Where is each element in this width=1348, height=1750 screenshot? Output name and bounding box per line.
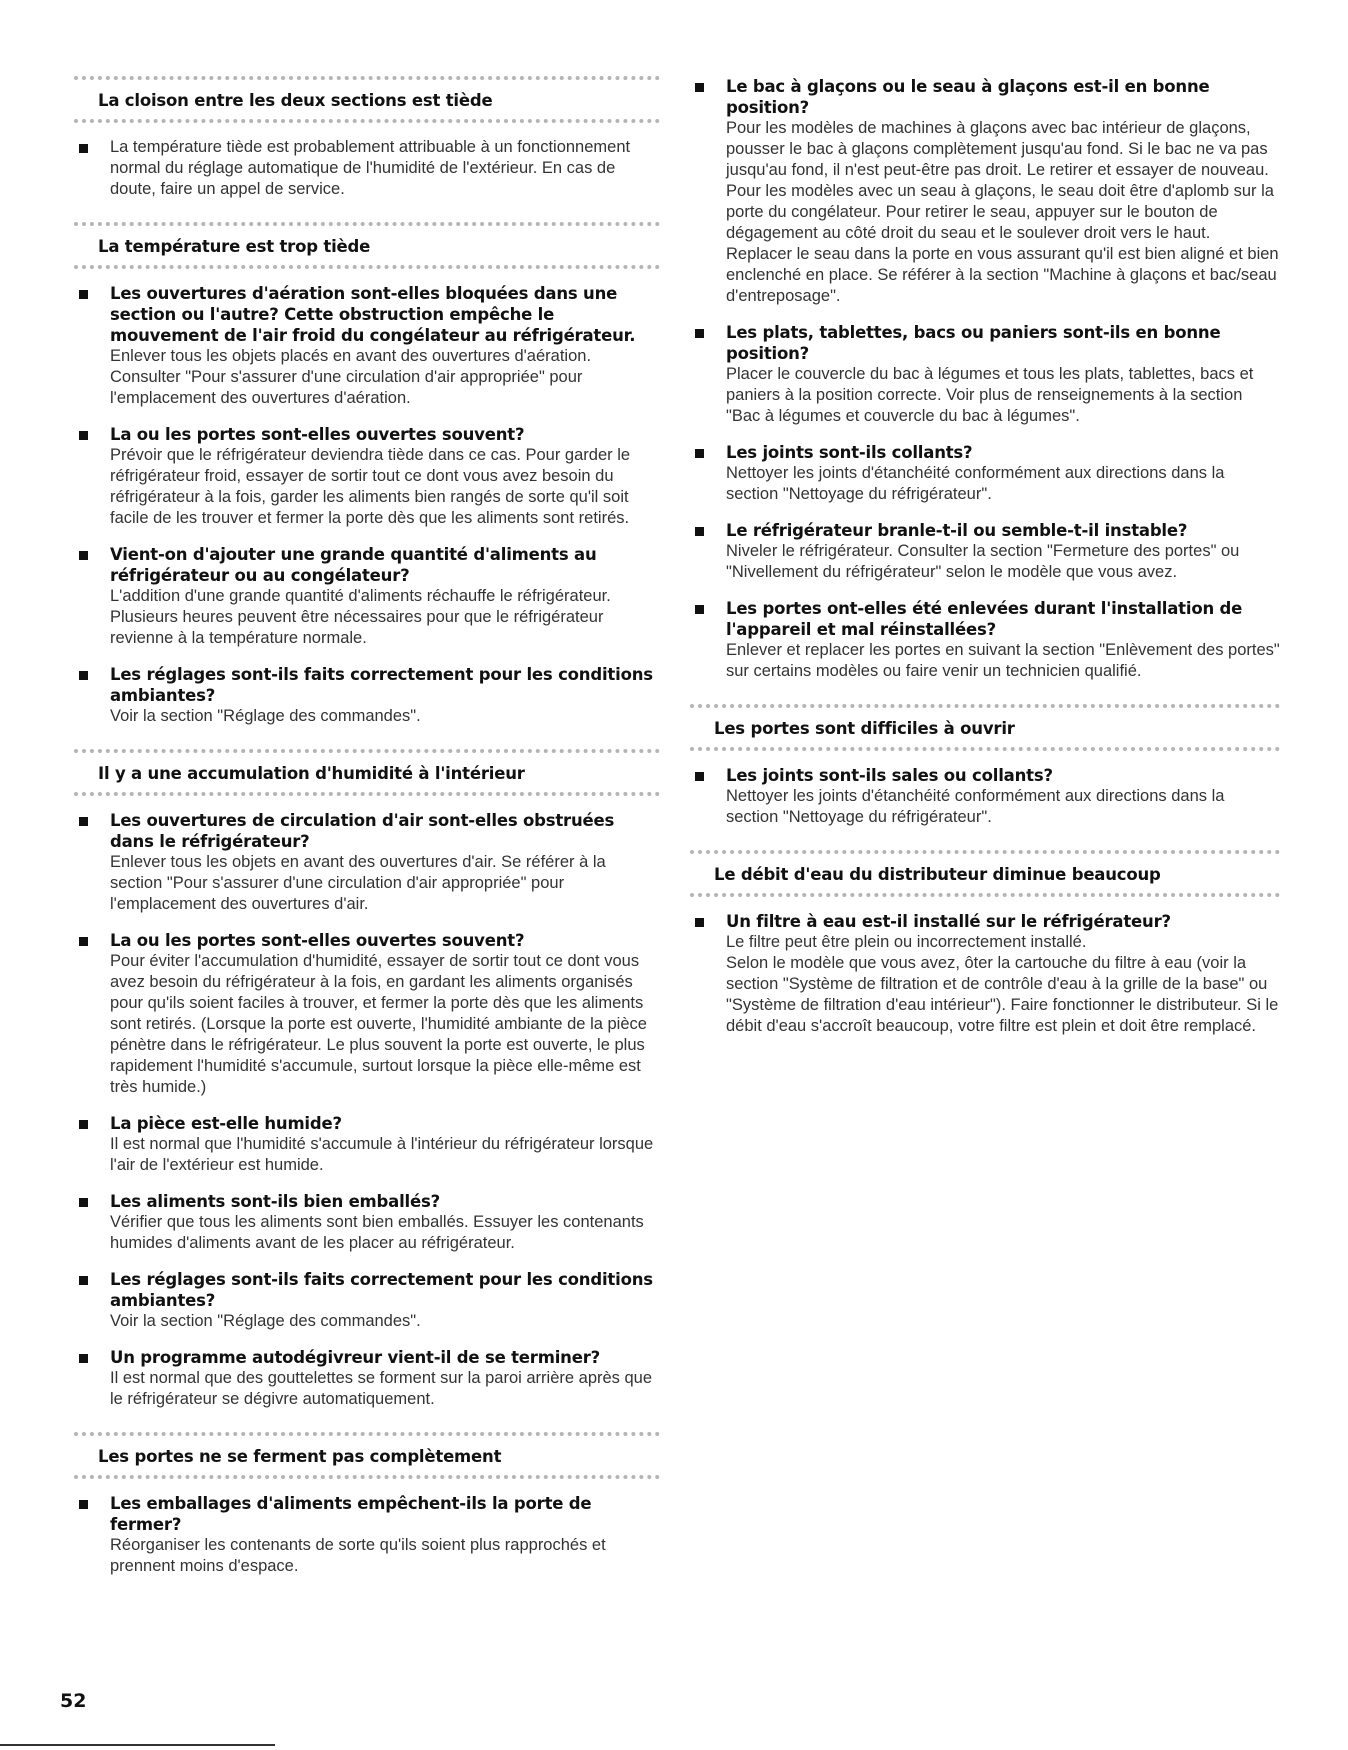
left-column: [74, 76, 660, 1599]
section-debit-eau: [690, 850, 1280, 1037]
list-item: [74, 137, 660, 200]
list-item: [690, 76, 1280, 307]
list-item: [690, 520, 1280, 583]
square-bullet-icon: [695, 449, 704, 458]
answer-text: Niveler le réfrigérateur. Consulter la section "Fermeture des portes" ou "Nivellement du réfrigérateur" selon le modèle que vous avez.: [726, 542, 1240, 581]
question-text: La ou les portes sont-elles ouvertes souvent?: [110, 931, 525, 950]
square-bullet-icon: [695, 527, 704, 536]
section-heading: La cloison entre les deux sections est tiède: [74, 76, 660, 123]
square-bullet-icon: [79, 144, 88, 153]
question-text: Le réfrigérateur branle-t-il ou semble-t-il instable?: [726, 521, 1188, 540]
question-text: Vient-on d'ajouter une grande quantité d'aliments au réfrigérateur ou au congélateur?: [110, 545, 597, 585]
answer-text: Il est normal que l'humidité s'accumule à l'intérieur du réfrigérateur lorsque l'air de l'extérieur est humide.: [110, 1135, 654, 1174]
answer-text: Pour les modèles de machines à glaçons avec bac intérieur de glaçons, pousser le bac à glaçons complètement jusqu'au fond. Si le bac ne va pas jusqu'au fond, il n'est peut-être pas droit. Le retirer et essayer de nouveau. Pour les modèles avec un seau à glaçons, le seau doit être d'aplomb sur la porte du congélateur. Pour retirer le seau, appuyer sur le bouton de dégagement au côté droit du seau et le soulever droit vers le haut. Replacer le seau dans la porte en vous assurant qu'il est bien aligné et bien enclenché en place. Se référer à la section "Machine à glaçons et bac/seau d'entreposage".: [726, 119, 1279, 305]
square-bullet-icon: [79, 1500, 88, 1509]
square-bullet-icon: [79, 431, 88, 440]
answer-text: Nettoyer les joints d'étanchéité conformément aux directions dans la section "Nettoyage du réfrigérateur".: [726, 464, 1225, 503]
section-heading: Les portes sont difficiles à ouvrir: [690, 704, 1280, 751]
section-humidite: [74, 749, 660, 1410]
section-heading: Il y a une accumulation d'humidité à l'intérieur: [74, 749, 660, 796]
question-text: Un filtre à eau est-il installé sur le réfrigérateur?: [726, 912, 1171, 931]
question-text: La ou les portes sont-elles ouvertes souvent?: [110, 425, 525, 444]
question-text: Les réglages sont-ils faits correctement pour les conditions ambiantes?: [110, 1270, 653, 1310]
list-item: [690, 598, 1280, 682]
square-bullet-icon: [695, 918, 704, 927]
section-heading: La température est trop tiède: [74, 222, 660, 269]
answer-text: Pour éviter l'accumulation d'humidité, essayer de sortir tout ce dont vous avez besoin du réfrigérateur à la fois, en gardant les aliments organisés pour qu'ils soient faciles à trouver, et fermer la porte dès que les aliments sont retirés. (Lorsque la porte est ouverte, l'humidité ambiante de la pièce pénètre dans le réfrigérateur. Le plus souvent la porte est ouverte, le plus rapidement l'humidité s'accumule, surtout lorsque la pièce elle-même est très humide.): [110, 952, 647, 1096]
answer-text: L'addition d'une grande quantité d'aliments réchauffe le réfrigérateur. Plusieurs heures peuvent être nécessaires pour que le réfrigérateur revienne à la température normale.: [110, 587, 611, 647]
section-cloison: [74, 76, 660, 200]
section-portes-fermeture: [74, 1432, 660, 1577]
square-bullet-icon: [695, 83, 704, 92]
answer-text: Nettoyer les joints d'étanchéité conformément aux directions dans la section "Nettoyage du réfrigérateur".: [726, 787, 1225, 826]
answer-text: Enlever et replacer les portes en suivant la section "Enlèvement des portes" sur certains modèles ou faire venir un technicien qualifié.: [726, 641, 1280, 680]
list-item: [74, 1269, 660, 1332]
answer-text: Le filtre peut être plein ou incorrectement installé.: [726, 933, 1087, 951]
answer-text: Réorganiser les contenants de sorte qu'ils soient plus rapprochés et prennent moins d'espace.: [110, 1536, 606, 1575]
question-text: La pièce est-elle humide?: [110, 1114, 342, 1133]
section-portes-ouvrir: [690, 704, 1280, 828]
list-item: [690, 442, 1280, 505]
section-heading: Les portes ne se ferment pas complètement: [74, 1432, 660, 1479]
question-text: Un programme autodégivreur vient-il de se terminer?: [110, 1348, 601, 1367]
list-item: [74, 544, 660, 649]
square-bullet-icon: [79, 1354, 88, 1363]
section-continued: [690, 76, 1280, 682]
list-item: [74, 283, 660, 409]
answer-text: Enlever tous les objets placés en avant des ouvertures d'aération. Consulter "Pour s'assurer d'une circulation d'air appropriée" pour l'emplacement des ouvertures d'aération.: [110, 347, 592, 407]
list-item: [74, 1191, 660, 1254]
list-item: [690, 911, 1280, 1037]
square-bullet-icon: [79, 671, 88, 680]
list-item: [74, 664, 660, 727]
answer-text: La température tiède est probablement attribuable à un fonctionnement normal du réglage automatique de l'humidité de l'extérieur. En cas de doute, faire un appel de service.: [110, 138, 631, 198]
question-text: Les aliments sont-ils bien emballés?: [110, 1192, 440, 1211]
list-item: [74, 810, 660, 915]
question-text: Les portes ont-elles été enlevées durant l'installation de l'appareil et mal réinstallées?: [726, 599, 1243, 639]
square-bullet-icon: [695, 329, 704, 338]
question-text: Les plats, tablettes, bacs ou paniers sont-ils en bonne position?: [726, 323, 1221, 363]
list-item: [74, 930, 660, 1098]
footer-rule: [0, 1744, 275, 1746]
answer-text: Il est normal que des gouttelettes se forment sur la paroi arrière après que le réfrigérateur se dégivre automatiquement.: [110, 1369, 653, 1408]
square-bullet-icon: [695, 605, 704, 614]
answer-text: Prévoir que le réfrigérateur deviendra tiède dans ce cas. Pour garder le réfrigérateur froid, essayer de sortir tout ce dont vous avez besoin du réfrigérateur à la fois, garder les aliments bien rangés de sorte qu'il soit facile de les trouver et fermer la porte dès que les aliments sont retirés.: [110, 446, 631, 527]
list-item: [690, 322, 1280, 427]
question-text: Les ouvertures de circulation d'air sont-elles obstruées dans le réfrigérateur?: [110, 811, 615, 851]
question-text: Les emballages d'aliments empêchent-ils la porte de fermer?: [110, 1494, 592, 1534]
answer-text: Selon le modèle que vous avez, ôter la cartouche du filtre à eau (voir la section "Système de filtration et de contrôle d'eau à la grille de la base" ou "Système de filtration d'eau intérieur"). Faire fonctionner le distributeur. Si le débit d'eau s'accroît beaucoup, votre filtre est plein et doit être remplacé.: [726, 954, 1279, 1035]
square-bullet-icon: [79, 1276, 88, 1285]
square-bullet-icon: [79, 290, 88, 299]
question-text: Le bac à glaçons ou le seau à glaçons est-il en bonne position?: [726, 77, 1210, 117]
list-item: [74, 1113, 660, 1176]
question-text: Les ouvertures d'aération sont-elles bloquées dans une section ou l'autre? Cette obstruction empêche le mouvement de l'air froid du congélateur au réfrigérateur.: [110, 284, 636, 345]
answer-text: Voir la section "Réglage des commandes".: [110, 1312, 421, 1330]
square-bullet-icon: [79, 937, 88, 946]
square-bullet-icon: [79, 1120, 88, 1129]
square-bullet-icon: [79, 551, 88, 560]
answer-text: Voir la section "Réglage des commandes".: [110, 707, 421, 725]
list-item: [74, 1347, 660, 1410]
square-bullet-icon: [79, 1198, 88, 1207]
right-column: [690, 76, 1280, 1059]
list-item: [690, 765, 1280, 828]
section-heading: Le débit d'eau du distributeur diminue beaucoup: [690, 850, 1280, 897]
answer-text: Enlever tous les objets en avant des ouvertures d'air. Se référer à la section "Pour s'assurer d'une circulation d'air appropriée" pour l'emplacement des ouvertures d'air.: [110, 853, 606, 913]
square-bullet-icon: [79, 817, 88, 826]
question-text: Les joints sont-ils collants?: [726, 443, 973, 462]
list-item: [74, 424, 660, 529]
question-text: Les réglages sont-ils faits correctement pour les conditions ambiantes?: [110, 665, 653, 705]
list-item: [74, 1493, 660, 1577]
section-temperature: [74, 222, 660, 727]
answer-text: Placer le couvercle du bac à légumes et tous les plats, tablettes, bacs et paniers à la position correcte. Voir plus de renseignements à la section "Bac à légumes et couvercle du bac à légumes".: [726, 365, 1254, 425]
answer-text: Vérifier que tous les aliments sont bien emballés. Essuyer les contenants humides d'aliments avant de les placer au réfrigérateur.: [110, 1213, 644, 1252]
question-text: Les joints sont-ils sales ou collants?: [726, 766, 1053, 785]
square-bullet-icon: [695, 772, 704, 781]
page-number: 52: [60, 1690, 87, 1712]
